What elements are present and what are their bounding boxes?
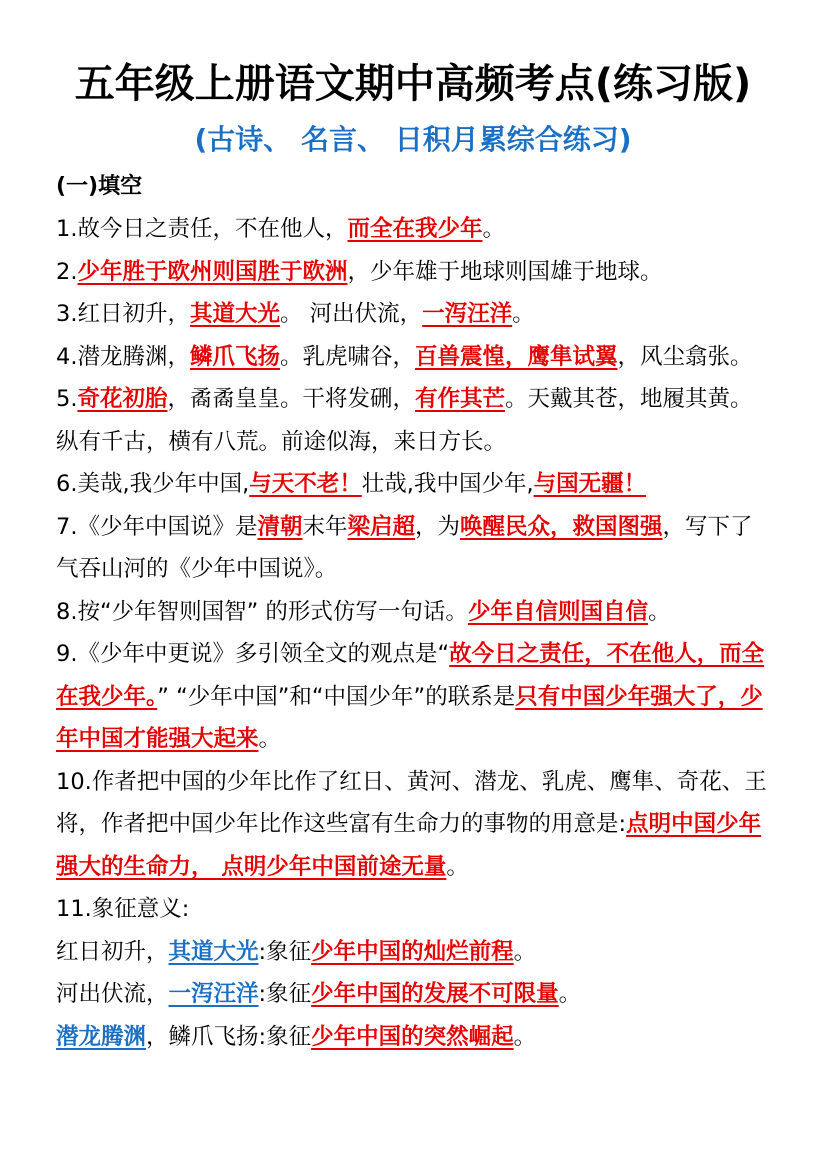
exercise-line [56,1016,772,1059]
answer-text: 唤醒民众，救国图强 [460,513,663,540]
exercise-line [56,336,772,379]
answer-text: 点明中国少年强大的生命力， 点明少年中国前途无量 [56,811,762,880]
exercise-line [56,506,772,591]
exercise-line [56,888,772,931]
question-text: 。天戴其苍，地履其黄。纵有千古，横有八荒。前途似海，来日方长。 [56,386,753,455]
question-text: 。 [258,726,282,752]
page-subtitle: (古诗、 名言、 日积月累综合练习) [194,123,632,156]
exercise-line [56,251,772,294]
question-text: 9.《少年中更说》多引领全文的观点是“ [56,641,450,667]
question-text: :象征 [258,938,312,965]
exercise-line [56,293,772,336]
answer-text: 有作其芒 [415,386,506,412]
question-text: 11.象征意义: [56,896,190,922]
answer-text: 梁启超 [347,513,416,540]
exercise-line [56,378,772,463]
answer-text: 与国无疆！ [533,471,647,497]
question-text: 8.按“少年智则国智” 的形式仿写一句话。 [56,598,468,625]
question-text: 红日初升， [56,938,169,965]
answer-text: 奇花初胎 [77,386,168,412]
answer-text: 而全在我少年 [347,216,483,242]
exercise-line [56,633,772,761]
question-text: 。 [513,938,537,965]
page-title: 五年级上册语文期中高频考点(练习版) [74,61,752,107]
answer-text: 一泻汪洋 [422,301,513,327]
question-text: 1.故今日之责任，不在他人， [56,216,348,242]
question-text: ，为 [415,513,461,540]
question-text: 10.作者把中国的少年比作了红日、黄河、潜龙、乳虎、鹰隼、奇花、王将，作者把中国少年比作这些富有生命力的事物的用意是: [56,768,767,837]
exercise-line [56,931,772,974]
question-text: ，风尘翕张。 [617,343,753,370]
exercise-line [56,761,772,889]
question-text: ，矞矞皇皇。干将发硎， [167,386,415,412]
answer-text: 与天不老！ [249,471,362,497]
question-text: 4.潜龙腾渊， [56,343,190,370]
exercise-line [56,973,772,1016]
exercise-line [56,463,772,506]
question-text: 。 [558,981,582,1007]
answer-text: 少年中国的灿烂前程 [311,938,514,965]
question-text: 6.美哉,我少年中国, [56,471,250,497]
answer-text: 其道大光 [189,301,280,327]
question-text: 2. [56,258,78,285]
highlight-text: 潜龙腾渊 [56,1023,147,1050]
answer-text: 少年胜于欧州则国胜于欧洲 [77,258,348,285]
answer-text: 故今日之责任，不在他人，而全在我少年。 [56,641,765,710]
highlight-text: 一泻汪洋 [168,981,259,1007]
answer-text: 鳞爪飞扬 [189,343,280,370]
question-text: :象征 [258,981,312,1007]
question-text: 。乳虎啸谷， [279,343,415,370]
answer-text: 少年中国的发展不可限量 [311,981,559,1007]
exercise-line [56,591,772,634]
question-text: 河出伏流， [56,981,169,1007]
section-heading: (一)填空 [56,174,143,199]
question-text: ，少年雄于地球则国雄于地球。 [347,258,663,285]
question-text: ” “少年中国”和“中国少年”的联系是 [157,683,516,710]
answer-text: 清朝 [257,513,303,540]
answer-text: 百兽震惶，鹰隼试翼 [415,343,618,370]
question-text: 3.红日初升， [56,301,190,327]
exercise-line [56,208,772,251]
answer-text: 少年中国的突然崛起 [311,1023,514,1050]
question-text: 。 河出伏流， [279,301,423,327]
question-text: 。 [512,301,535,327]
question-text: ，写下了气吞山河的《少年中国说》。 [56,513,753,582]
answer-text: 只有中国少年强大了，少年中国才能强大起来 [56,683,763,752]
question-text: 。 [482,216,505,242]
answer-text: 少年自信则国自信 [467,598,648,625]
question-text: 。 [647,598,671,625]
exercise-list [56,208,772,1058]
question-text: 。 [446,853,469,880]
question-text: 壮哉,我中国少年, [361,471,534,497]
question-text: 5. [56,386,78,412]
question-text: 末年 [302,513,348,540]
question-text: 7.《少年中国说》是 [56,513,258,540]
highlight-text: 其道大光 [168,938,259,965]
question-text: ，鳞爪飞扬:象征 [146,1023,312,1050]
question-text: 。 [513,1023,537,1050]
